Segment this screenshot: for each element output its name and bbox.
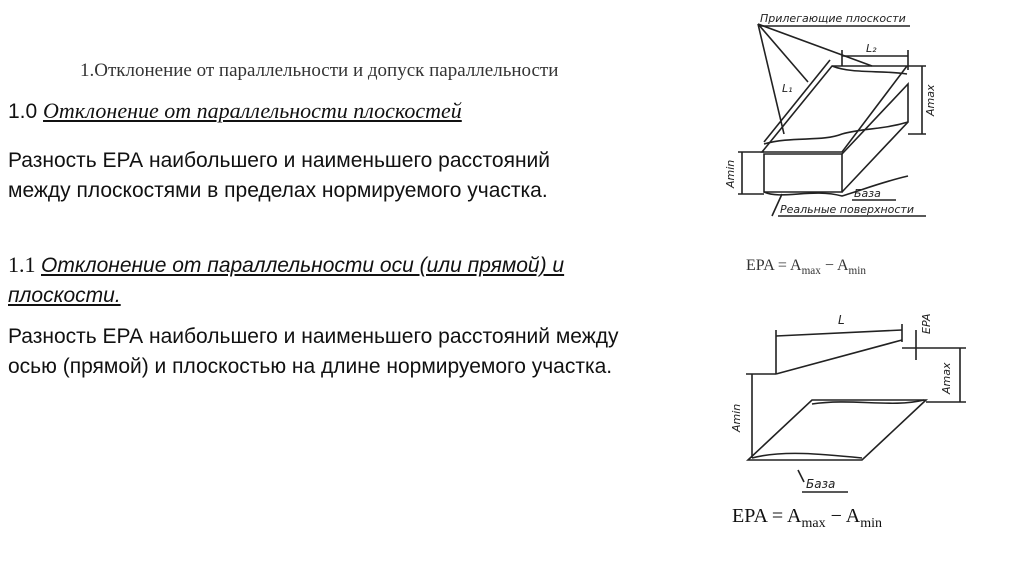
- figure-planes-parallelism: [712, 4, 952, 244]
- figure-1-formula: EPA = $A_{max} - A_{min}$: [746, 257, 866, 278]
- section-1-number: 1.1: [8, 252, 41, 277]
- figure-1-base-label: База: [854, 187, 881, 200]
- figure-1-amax-label: Amax: [924, 84, 937, 116]
- section-1-heading: [8, 250, 628, 311]
- section-0-body: Разность ЕРА наибольшего и наименьшего расстояний между плоскостями в пределах нормируемого участка.: [8, 149, 551, 202]
- figure-2-formula: EPA = $A_{max} - A_{min}$: [732, 505, 882, 531]
- figure-2-l-label: L: [838, 313, 845, 327]
- figure-2-base-label: База: [806, 477, 836, 491]
- figure-1-l2-label: L₂: [866, 42, 877, 55]
- section-0-number: 1.0: [8, 100, 44, 123]
- figure-2-amax-label: Amax: [940, 362, 953, 394]
- figure-1-bottom-label: Реальные поверхности: [780, 203, 914, 216]
- figure-axis-plane-parallelism: [712, 300, 972, 500]
- figure-1-top-label: Прилегающие плоскости: [760, 12, 906, 25]
- figure-1-l1-label: L₁: [782, 82, 793, 95]
- slide-title: 1.Отклонение от параллельности и допуск параллельности: [80, 60, 559, 81]
- section-0-heading: [8, 98, 462, 124]
- section-0-title: Отклонение от параллельности плоскостей: [43, 98, 462, 123]
- figure-2-amin-label: Amin: [730, 403, 743, 432]
- figure-1-amin-label: Amin: [724, 159, 737, 188]
- section-1-body: Разность ЕРА наибольшего и наименьшего расстояний между осью (прямой) и плоскостью на длине нормируемого участка.: [8, 325, 619, 378]
- section-1-title: Отклонение от параллельности оси (или прямой) и плоскости.: [8, 254, 565, 307]
- figure-2-epa-label: EPA: [920, 313, 933, 334]
